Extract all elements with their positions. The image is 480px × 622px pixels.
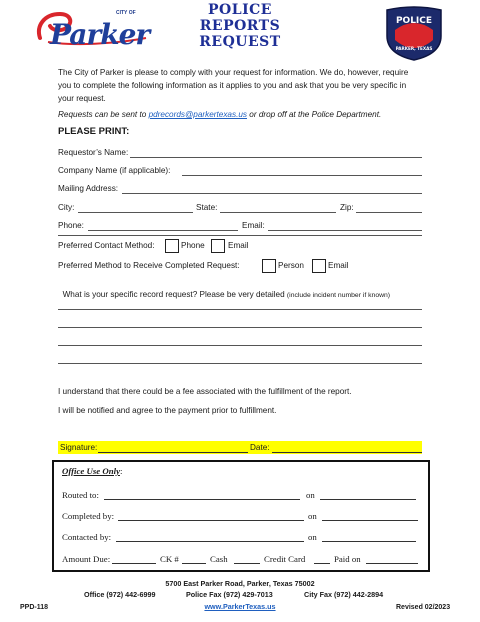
contact-phone-checkbox[interactable]	[165, 239, 179, 253]
city-of-parker-logo	[34, 8, 154, 51]
footer-website	[160, 602, 320, 611]
footer-police-fax: Police Fax (972) 429-7013	[186, 590, 273, 599]
send-to-suffix: or drop off at the Police Department.	[247, 110, 382, 119]
cash-field[interactable]	[234, 563, 260, 564]
request-line-2[interactable]	[58, 327, 422, 328]
completed-by-label: Completed by:	[62, 511, 115, 521]
company-name-field[interactable]	[182, 175, 422, 176]
section-divider	[58, 235, 422, 236]
intro-paragraph: The City of Parker is please to comply with your request for information. We do, however, require you to complete the following information as it applies to you and ask that you be very specific in your request.	[58, 68, 409, 103]
state-field[interactable]	[220, 212, 336, 213]
credit-card-field[interactable]	[314, 563, 330, 564]
routed-on-field[interactable]	[320, 499, 416, 500]
routed-to-label: Routed to:	[62, 490, 99, 500]
state-label: State:	[196, 203, 218, 212]
contact-method-label: Preferred Contact Method:	[58, 241, 155, 250]
question-hint: (include incident number if known)	[286, 292, 391, 299]
requestor-name-label: Requestor’s Name:	[58, 148, 129, 157]
city-label: City:	[58, 203, 75, 212]
please-print-heading: PLEASE PRINT:	[58, 126, 130, 137]
office-use-heading: Office Use Only:	[62, 466, 123, 476]
title-line-3: REQUEST	[199, 34, 281, 50]
amount-due-label: Amount Due:	[62, 554, 111, 564]
footer-address: 5700 East Parker Road, Parker, Texas 75002	[165, 579, 315, 588]
agree-note: I will be notified and agree to the payment prior to fulfillment.	[58, 406, 277, 415]
paid-on-label: Paid on	[334, 554, 361, 564]
records-email-link[interactable]: pdrecords@parkertexas.us	[148, 110, 247, 119]
badge-top-text: POLICE	[395, 16, 433, 26]
completed-by-field[interactable]	[118, 520, 304, 521]
check-number-field[interactable]	[182, 563, 206, 564]
police-badge-icon	[383, 6, 445, 62]
contact-email-checkbox[interactable]	[211, 239, 225, 253]
contact-email-label: Email	[228, 241, 249, 250]
mailing-address-label: Mailing Address:	[58, 184, 119, 193]
contacted-on-field[interactable]	[322, 541, 416, 542]
routed-to-field[interactable]	[104, 499, 300, 500]
date-field[interactable]	[272, 452, 422, 453]
email-label: Email:	[242, 221, 265, 230]
phone-field[interactable]	[88, 230, 238, 231]
revised-date: Revised 02/2023	[396, 604, 451, 611]
requestor-name-field[interactable]	[130, 157, 422, 158]
logo-name: Parker	[50, 18, 150, 51]
contact-phone-label: Phone	[181, 241, 205, 250]
routed-on-label: on	[306, 490, 315, 500]
date-label: Date:	[250, 443, 270, 452]
footer-office-phone: Office (972) 442-6999	[84, 590, 156, 599]
signature-field[interactable]	[98, 452, 248, 453]
form-id: PPD-118	[20, 604, 49, 611]
website-link[interactable]: www.ParkerTexas.us	[204, 602, 276, 611]
request-line-1[interactable]	[58, 309, 422, 310]
phone-label: Phone:	[58, 221, 84, 230]
office-use-box	[52, 460, 430, 572]
receive-person-label: Person	[278, 261, 304, 270]
receive-person-checkbox[interactable]	[262, 259, 276, 273]
contacted-on-label: on	[308, 532, 317, 542]
footer-city-fax: City Fax (972) 442-2894	[304, 590, 384, 599]
zip-label: Zip:	[340, 203, 354, 212]
completed-on-label: on	[308, 511, 317, 521]
check-number-label: CK #	[160, 554, 179, 564]
amount-due-field[interactable]	[112, 563, 156, 564]
email-field[interactable]	[268, 230, 422, 231]
cash-label: Cash	[210, 554, 228, 564]
receive-email-label: Email	[328, 261, 349, 270]
title-line-1: POLICE	[208, 2, 272, 18]
paid-on-field[interactable]	[366, 563, 418, 564]
city-field[interactable]	[78, 212, 193, 213]
company-name-label: Company Name (if applicable):	[58, 166, 171, 175]
contacted-by-label: Contacted by:	[62, 532, 112, 542]
badge-bottom-text: PARKER, TEXAS	[395, 46, 433, 51]
record-request-question	[58, 281, 390, 299]
title-line-2: REPORTS	[199, 18, 281, 34]
signature-label: Signature:	[60, 443, 98, 452]
receive-email-checkbox[interactable]	[312, 259, 326, 273]
request-line-3[interactable]	[58, 345, 422, 346]
logo-city-of: CITY OF	[116, 10, 136, 16]
completed-on-field[interactable]	[322, 520, 418, 521]
question-main: What is your specific record request? Please be very detailed	[62, 290, 287, 299]
credit-card-label: Credit Card	[264, 554, 306, 564]
send-to-prefix: Requests can be sent to	[58, 110, 149, 119]
contacted-by-field[interactable]	[116, 541, 304, 542]
form-title	[170, 2, 310, 50]
fee-note: I understand that there could be a fee associated with the fulfillment of the report.	[58, 387, 352, 396]
send-to-note	[58, 108, 428, 121]
request-line-4[interactable]	[58, 363, 422, 364]
zip-field[interactable]	[356, 212, 422, 213]
receive-method-label: Preferred Method to Receive Completed Request:	[58, 261, 240, 270]
mailing-address-field[interactable]	[122, 193, 422, 194]
